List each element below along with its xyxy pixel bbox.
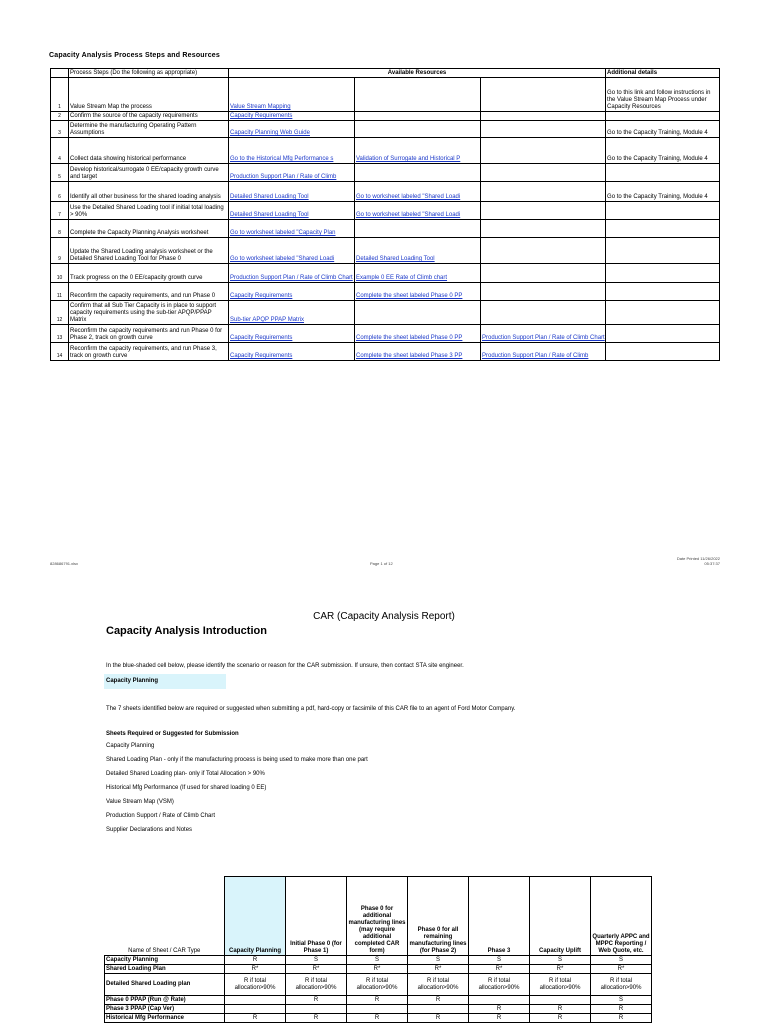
- step-description: Value Stream Map the process: [69, 78, 229, 112]
- matrix-cell: R: [591, 1005, 652, 1014]
- matrix-row: [105, 1014, 652, 1023]
- resource-cell: [481, 343, 606, 361]
- matrix-cell: R: [225, 1014, 286, 1023]
- sheets-heading: Sheets Required or Suggested for Submission: [106, 731, 239, 737]
- matrix-cell: S: [591, 996, 652, 1005]
- process-steps-title: Capacity Analysis Process Steps and Resources: [49, 52, 220, 59]
- step-description: Develop historical/surrogate 0 EE/capacity growth curve and target: [69, 164, 229, 182]
- step-detail: [606, 264, 720, 283]
- resource-cell: [229, 283, 355, 301]
- matrix-col-header: Initial Phase 0 (for Phase 1): [286, 877, 347, 956]
- step-number: 8: [51, 220, 69, 238]
- step-detail: Go to this link and follow instructions in the Value Stream Map Process under Capacity Resources: [606, 78, 720, 112]
- resource-link[interactable]: Production Support Plan / Rate of Climb Chart: [482, 335, 605, 341]
- matrix-cell: R: [225, 956, 286, 965]
- resource-cell: [355, 325, 481, 343]
- matrix-cell: R if total allocation>90%: [469, 974, 530, 996]
- resource-cell: [481, 220, 606, 238]
- matrix-cell: [225, 996, 286, 1005]
- resource-cell: [355, 78, 481, 112]
- header-resources: Available Resources: [229, 69, 606, 78]
- sheet-list-item: Detailed Shared Loading plan- only if Total Allocation > 90%: [106, 771, 265, 777]
- process-step-row: [51, 325, 720, 343]
- footer-page: Page 1 of 12: [370, 561, 393, 566]
- step-detail: [606, 343, 720, 361]
- step-detail: Go to the Capacity Training, Module 4: [606, 121, 720, 138]
- resource-link[interactable]: Go to worksheet labeled "Shared Loadi: [356, 212, 461, 218]
- matrix-cell: R if total allocation>90%: [347, 974, 408, 996]
- process-step-row: [51, 238, 720, 264]
- matrix-cell: S: [591, 956, 652, 965]
- resource-cell: [229, 121, 355, 138]
- footer-date: [662, 556, 720, 566]
- resource-cell: [481, 78, 606, 112]
- resource-link[interactable]: Detailed Shared Loading Tool: [230, 212, 309, 218]
- matrix-cell: R*: [347, 965, 408, 974]
- matrix-cell: R*: [591, 965, 652, 974]
- header-steps: Process Steps (Do the following as appropriate): [69, 69, 229, 78]
- resource-cell: [355, 283, 481, 301]
- step-number: 5: [51, 164, 69, 182]
- step-description: Determine the manufacturing Operating Pattern Assumptions: [69, 121, 229, 138]
- sheet-list-item: Value Stream Map (VSM): [106, 799, 174, 805]
- header-details: Additional details: [606, 69, 720, 78]
- intro-title: Capacity Analysis Introduction: [106, 625, 267, 637]
- resource-cell: [229, 164, 355, 182]
- process-step-row: [51, 264, 720, 283]
- resource-link[interactable]: Capacity Requirements: [230, 293, 293, 299]
- step-number: 2: [51, 112, 69, 121]
- step-number: 3: [51, 121, 69, 138]
- process-step-row: [51, 343, 720, 361]
- resource-cell: [355, 264, 481, 283]
- matrix-cell: R: [469, 1005, 530, 1014]
- resource-link[interactable]: Capacity Requirements: [230, 353, 293, 359]
- matrix-cell: S: [530, 956, 591, 965]
- matrix-row: [105, 974, 652, 996]
- process-step-row: [51, 121, 720, 138]
- resource-link[interactable]: Validation of Surrogate and Historical P: [356, 156, 461, 162]
- instruction-text: In the blue-shaded cell below, please identify the scenario or reason for the CAR submission. If unsure, then contact STA site engineer.: [106, 663, 464, 669]
- process-step-row: [51, 164, 720, 182]
- step-detail: [606, 238, 720, 264]
- scenario-value: Capacity Planning: [106, 678, 159, 684]
- step-description: Track progress on the 0 EE/capacity growth curve: [69, 264, 229, 283]
- matrix-row: [105, 965, 652, 974]
- matrix-cell: R: [530, 1005, 591, 1014]
- step-number: 9: [51, 238, 69, 264]
- matrix-cell: [530, 996, 591, 1005]
- matrix-col-header: Phase 0 for additional manufacturing lines (may require additional completed CAR form): [347, 877, 408, 956]
- matrix-cell: S: [469, 956, 530, 965]
- matrix-row-label: Detailed Shared Loading plan: [105, 974, 225, 996]
- resource-cell: [229, 238, 355, 264]
- resource-cell: [481, 112, 606, 121]
- process-step-row: [51, 301, 720, 325]
- matrix-cell: S: [347, 956, 408, 965]
- matrix-cell: R: [347, 996, 408, 1005]
- resource-link[interactable]: Capacity Requirements: [230, 335, 293, 341]
- process-step-row: [51, 78, 720, 112]
- matrix-cell: R if total allocation>90%: [530, 974, 591, 996]
- matrix-cell: R*: [469, 965, 530, 974]
- step-number: 1: [51, 78, 69, 112]
- step-description: Use the Detailed Shared Loading tool if initial total loading > 90%: [69, 202, 229, 220]
- matrix-cell: R: [591, 1014, 652, 1023]
- resource-cell: [355, 202, 481, 220]
- resource-cell: [355, 164, 481, 182]
- step-detail: [606, 112, 720, 121]
- resource-cell: [355, 121, 481, 138]
- sheet-list-item: Shared Loading Plan - only if the manufacturing process is being used to make more than one part: [106, 757, 368, 763]
- sheet-list-item: Production Support / Rate of Climb Chart: [106, 813, 216, 819]
- sheet-list-item: Historical Mfg Performance (If used for shared loading 0 EE): [106, 785, 267, 791]
- step-description: Confirm the source of the capacity requirements: [69, 112, 229, 121]
- resource-cell: [355, 220, 481, 238]
- matrix-cell: R: [347, 1014, 408, 1023]
- matrix-row-label: Phase 3 PPAP (Cap Ver): [105, 1005, 225, 1014]
- resource-link[interactable]: Example 0 EE Rate of Climb chart: [356, 275, 448, 281]
- resource-cell: [481, 238, 606, 264]
- resource-cell: [481, 325, 606, 343]
- matrix-row-label: Historical Mfg Performance: [105, 1014, 225, 1023]
- resource-link[interactable]: Capacity Requirements: [230, 113, 293, 119]
- resource-cell: [229, 301, 355, 325]
- resource-link[interactable]: Production Support Plan / Rate of Climb Chart: [230, 275, 353, 281]
- matrix-row-label: Capacity Planning: [105, 956, 225, 965]
- matrix-cell: R if total allocation>90%: [286, 974, 347, 996]
- resource-link[interactable]: Detailed Shared Loading Tool: [356, 256, 435, 262]
- resource-cell: [481, 164, 606, 182]
- matrix-row-label: Shared Loading Plan: [105, 965, 225, 974]
- step-description: Confirm that all Sub Tier Capacity is in place to support capacity requirements using the sub-tier APQP/PPAP Matrix: [69, 301, 229, 325]
- step-number: 11: [51, 283, 69, 301]
- step-detail: [606, 220, 720, 238]
- matrix-col-header: Quarterly APPC and MPPC Reporting / Web Quote, etc.: [591, 877, 652, 956]
- resource-cell: [229, 264, 355, 283]
- process-step-row: [51, 112, 720, 121]
- step-detail: [606, 325, 720, 343]
- step-description: Complete the Capacity Planning Analysis worksheet: [69, 220, 229, 238]
- resource-cell: [229, 343, 355, 361]
- matrix-cell: S: [286, 956, 347, 965]
- step-number: 12: [51, 301, 69, 325]
- resource-cell: [481, 264, 606, 283]
- sheet-list-item: Capacity Planning: [106, 743, 155, 749]
- resource-cell: [481, 202, 606, 220]
- resource-cell: [481, 182, 606, 202]
- step-detail: Go to the Capacity Training, Module 4: [606, 138, 720, 164]
- footer-date-line1: Date Printed 11/26/2022: [676, 556, 720, 561]
- matrix-row: [105, 1005, 652, 1014]
- resource-cell: [481, 138, 606, 164]
- resource-link[interactable]: Production Support Plan / Rate of Climb: [230, 174, 337, 180]
- step-description: Collect data showing historical performance: [69, 138, 229, 164]
- resource-link[interactable]: Production Support Plan / Rate of Climb: [482, 353, 589, 359]
- process-steps-header-row: [51, 69, 720, 78]
- process-step-row: [51, 202, 720, 220]
- matrix-cell: R: [286, 996, 347, 1005]
- matrix-row: [105, 996, 652, 1005]
- resource-cell: [355, 182, 481, 202]
- resource-cell: [229, 182, 355, 202]
- matrix-col-header: Capacity Uplift: [530, 877, 591, 956]
- resource-link[interactable]: Go to the Historical Mfg Performance s: [230, 156, 334, 162]
- process-step-row: [51, 182, 720, 202]
- resource-link[interactable]: Go to worksheet labeled "Shared Loadi: [356, 194, 461, 200]
- resource-cell: [229, 220, 355, 238]
- matrix-cell: R*: [225, 965, 286, 974]
- step-number: 14: [51, 343, 69, 361]
- sheet-list-item: Supplier Declarations and Notes: [106, 827, 193, 833]
- resource-cell: [355, 138, 481, 164]
- resource-cell: [355, 301, 481, 325]
- matrix-cell: R: [286, 1014, 347, 1023]
- matrix-cell: R: [530, 1014, 591, 1023]
- matrix-cell: [347, 1005, 408, 1014]
- process-step-row: [51, 220, 720, 238]
- sheets-list: [106, 743, 368, 841]
- resource-link[interactable]: Complete the sheet labeled Phase 0 PP: [356, 335, 463, 341]
- resource-cell: [355, 343, 481, 361]
- matrix-cell: R*: [530, 965, 591, 974]
- process-step-row: [51, 138, 720, 164]
- resource-cell: [229, 138, 355, 164]
- step-description: Reconfirm the capacity requirements, and run Phase 3, track on growth curve: [69, 343, 229, 361]
- matrix-header-row: [105, 877, 652, 956]
- step-number: 6: [51, 182, 69, 202]
- matrix-col-header: Phase 3: [469, 877, 530, 956]
- step-number: 4: [51, 138, 69, 164]
- resource-cell: [229, 112, 355, 121]
- matrix-cell: R if total allocation>90%: [225, 974, 286, 996]
- step-number: 10: [51, 264, 69, 283]
- resource-link[interactable]: Complete the sheet labeled Phase 3 PP: [356, 353, 463, 359]
- process-step-row: [51, 283, 720, 301]
- resource-cell: [481, 283, 606, 301]
- step-detail: [606, 283, 720, 301]
- matrix-cell: R if total allocation>90%: [591, 974, 652, 996]
- resource-cell: [229, 78, 355, 112]
- resource-cell: [355, 238, 481, 264]
- step-description: Reconfirm the capacity requirements and run Phase 0 for Phase 2, track on growth curve: [69, 325, 229, 343]
- resource-link[interactable]: Value Stream Mapping: [230, 104, 291, 110]
- footer-filename: 828686791.xlsx: [50, 561, 79, 566]
- matrix-cell: S: [408, 956, 469, 965]
- matrix-col-header: Phase 0 for all remaining manufacturing lines (for Phase 2): [408, 877, 469, 956]
- step-detail: [606, 164, 720, 182]
- step-description: Identify all other business for the shared loading analysis: [69, 182, 229, 202]
- matrix-cell: [286, 1005, 347, 1014]
- step-number: 7: [51, 202, 69, 220]
- matrix-cell: R if total allocation>90%: [408, 974, 469, 996]
- sheets-note: The 7 sheets identified below are required or suggested when submitting a pdf, hard-copy or facsimile of this CAR file to an agent of Ford Motor Company.: [106, 706, 516, 712]
- resource-link[interactable]: Capacity Planning Web Guide: [230, 130, 310, 136]
- step-description: Update the Shared Loading analysis worksheet or the Detailed Shared Loading Tool for Phase 0: [69, 238, 229, 264]
- resource-link[interactable]: Complete the sheet labeled Phase 0 PP: [356, 293, 463, 299]
- process-steps-table: [50, 68, 720, 361]
- step-detail: [606, 301, 720, 325]
- matrix-cell: [225, 1005, 286, 1014]
- matrix-cell: [469, 996, 530, 1005]
- matrix-cell: R: [408, 1014, 469, 1023]
- resource-link[interactable]: Go to worksheet labeled "Shared Loadi: [230, 256, 335, 262]
- resource-link[interactable]: Sub-tier APQP PPAP Matrix: [230, 317, 305, 323]
- step-detail: [606, 202, 720, 220]
- car-matrix-table: [104, 876, 652, 1023]
- matrix-cell: R*: [286, 965, 347, 974]
- matrix-col-name: Name of Sheet / CAR Type: [105, 877, 225, 956]
- matrix-cell: [408, 1005, 469, 1014]
- step-detail: Go to the Capacity Training, Module 4: [606, 182, 720, 202]
- car-header: CAR (Capacity Analysis Report): [313, 611, 455, 622]
- matrix-cell: R*: [408, 965, 469, 974]
- matrix-cell: R: [469, 1014, 530, 1023]
- resource-link[interactable]: Go to worksheet labeled "Capacity Plan: [230, 230, 336, 236]
- resource-cell: [481, 121, 606, 138]
- matrix-row-label: Phase 0 PPAP (Run @ Rate): [105, 996, 225, 1005]
- matrix-cell: R: [408, 996, 469, 1005]
- resource-cell: [481, 301, 606, 325]
- resource-cell: [229, 202, 355, 220]
- matrix-col-header: Capacity Planning: [225, 877, 286, 956]
- resource-cell: [229, 325, 355, 343]
- resource-cell: [355, 112, 481, 121]
- header-num-cell: [51, 69, 69, 78]
- step-description: Reconfirm the capacity requirements, and run Phase 0: [69, 283, 229, 301]
- resource-link[interactable]: Detailed Shared Loading Tool: [230, 194, 309, 200]
- matrix-row: [105, 956, 652, 965]
- step-number: 13: [51, 325, 69, 343]
- footer-date-line2: 05:37:37: [704, 561, 720, 566]
